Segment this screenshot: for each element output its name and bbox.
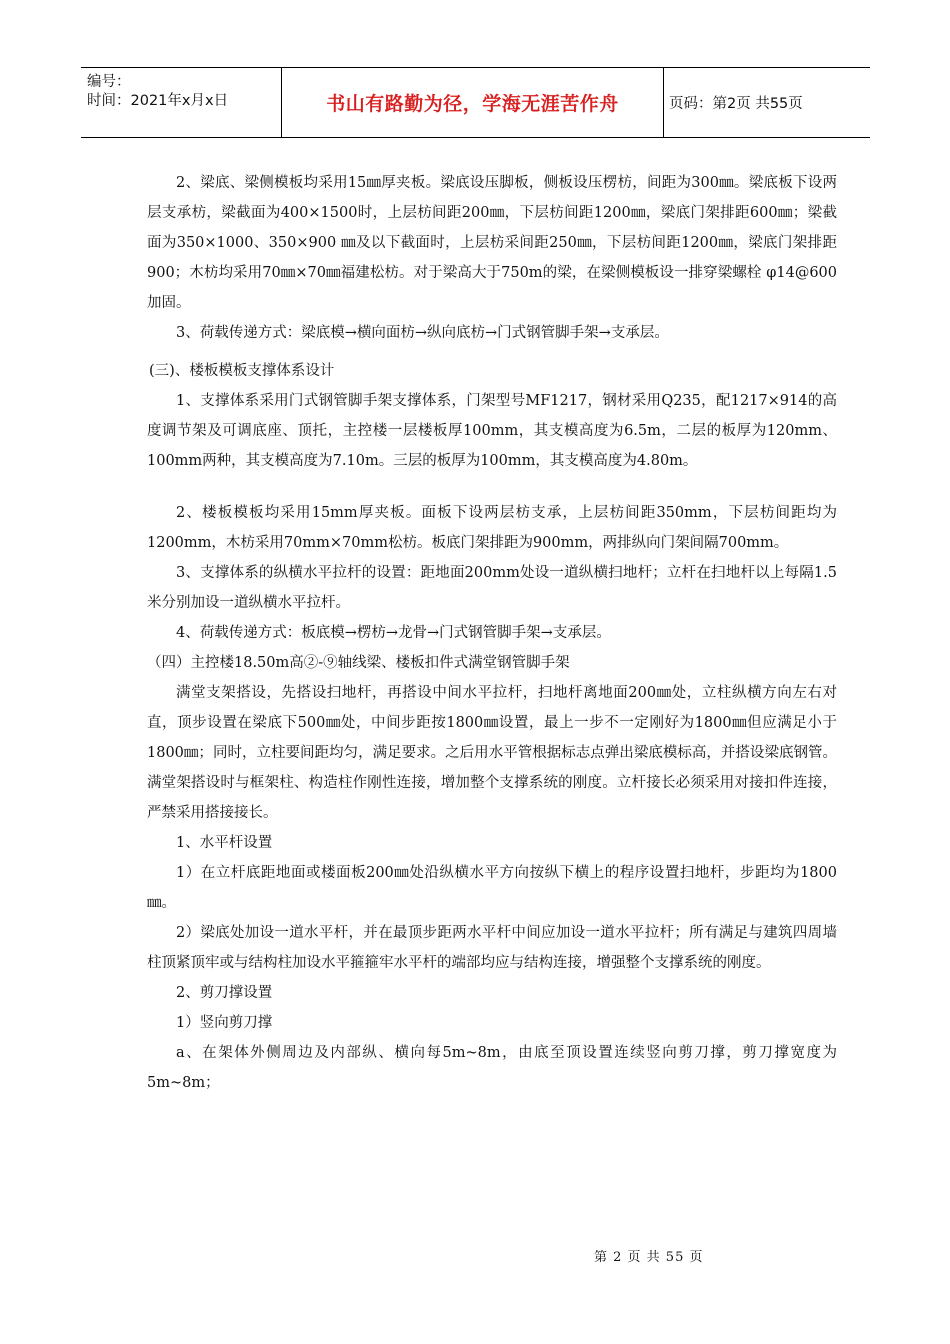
header-left-cell <box>81 68 281 137</box>
paragraph-beam-load-path: 3、荷载传递方式：梁底模→横向面枋→纵向底枋→门式钢管脚手架→支承层。 <box>176 325 669 341</box>
section-heading-full-scaffold: （四）主控楼18.50m高②-⑨轴线梁、楼板扣件式满堂钢管脚手架 <box>147 655 570 671</box>
header-page-cell <box>663 68 870 137</box>
section-heading-slab-support: (三)、楼板模板支撑体系设计 <box>149 363 335 379</box>
page-footer: 第 2 页 共 55 页 <box>594 1250 704 1265</box>
paragraph-horizontal-bars-1: 1）在立杆底距地面或楼面板200㎜处沿纵横水平方向按纵下横上的程序设置扫地杆，步距均为1800㎜。 <box>147 865 837 911</box>
paragraph-slab-support-system: 1、支撑体系采用门式钢管脚手架支撑体系，门架型号MF1217，钢材采用Q235，配1217×914的高度调节架及可调底座、顶托，主控楼一层楼板厚100mm，其支模高度为6.5m，二层的板厚为120mm、100mm两种，其支模高度为7.10m。三层的板厚为100mm，其支模高度为4.80m。 <box>147 393 837 469</box>
document-number-label: 编号： <box>87 74 131 90</box>
paragraph-horizontal-bars-2: 2）梁底处加设一道水平杆，并在最顶步距两水平杆中间应加设一道水平拉杆；所有满足与建筑四周墙柱顶紧顶牢或与结构柱加设水平箍箍牢水平杆的端部均应与结构连接，增强整个支撑系统的刚度。 <box>147 925 837 971</box>
paragraph-slab-ties: 3、支撑体系的纵横水平拉杆的设置：距地面200mm处设一道纵横扫地杆；立杆在扫地杆以上每隔1.5米分别加设一道纵横水平拉杆。 <box>147 565 837 611</box>
header-motto: 书山有路勤为径，学海无涯苦作舟 <box>326 93 619 115</box>
page-header <box>81 67 870 138</box>
document-body <box>147 168 837 1098</box>
paragraph-slab-formwork: 2、楼板模板均采用15mm厚夹板。面板下设两层枋支承，上层枋间距350mm，下层枋间距均为1200mm，木枋采用70mm×70mm松枋。板底门架排距为900mm，两排纵向门架间隔700mm。 <box>147 505 837 551</box>
document-date-label: 时间：2021年x月x日 <box>87 93 229 109</box>
subheading-scissor-braces: 2、剪刀撑设置 <box>176 985 273 1001</box>
subheading-horizontal-bars: 1、水平杆设置 <box>176 835 273 851</box>
header-motto-cell <box>281 68 664 137</box>
paragraph-beam-formwork: 2、梁底、梁侧模板均采用15㎜厚夹板。梁底设压脚板，侧板设压楞枋，间距为300㎜。梁底板下设两层支承枋，梁截面为400×1500时，上层枋间距200㎜，下层枋间距1200㎜，梁底门架排距600㎜；梁截面为350×1000、350×900 ㎜及以下截面时，上层枋采间距250㎜，下层枋间距1200㎜，梁底门架排距900；木枋均采用70㎜×70㎜福建松枋。对于梁高大于750m的梁，在梁侧模板设一排穿梁螺栓 φ14@600加固。 <box>147 175 837 311</box>
paragraph-full-scaffold: 满堂支架搭设，先搭设扫地杆，再搭设中间水平拉杆，扫地杆离地面200㎜处，立柱纵横方向左右对直，顶步设置在梁底下500㎜处，中间步距按1800㎜设置，最上一步不一定刚好为1800㎜但应满足小于1800㎜；同时，立柱要间距均匀，满足要求。之后用水平管根据标志点弹出梁底模标高，并搭设梁底钢管。满堂架搭设时与框架柱、构造柱作刚性连接，增加整个支撑系统的刚度。立杆接长必须采用对接扣件连接，严禁采用搭接接长。 <box>147 685 837 821</box>
subheading-vertical-scissor-braces: 1）竖向剪刀撑 <box>176 1015 273 1031</box>
paragraph-vertical-scissor-braces: a、在架体外侧周边及内部纵、横向每5m~8m，由底至顶设置连续竖向剪刀撑，剪刀撑宽度为5m~8m； <box>147 1045 837 1091</box>
header-page-number: 页码：第2页 共55页 <box>669 96 803 112</box>
paragraph-slab-load-path: 4、荷载传递方式：板底模→楞枋→龙骨→门式钢管脚手架→支承层。 <box>176 625 611 641</box>
